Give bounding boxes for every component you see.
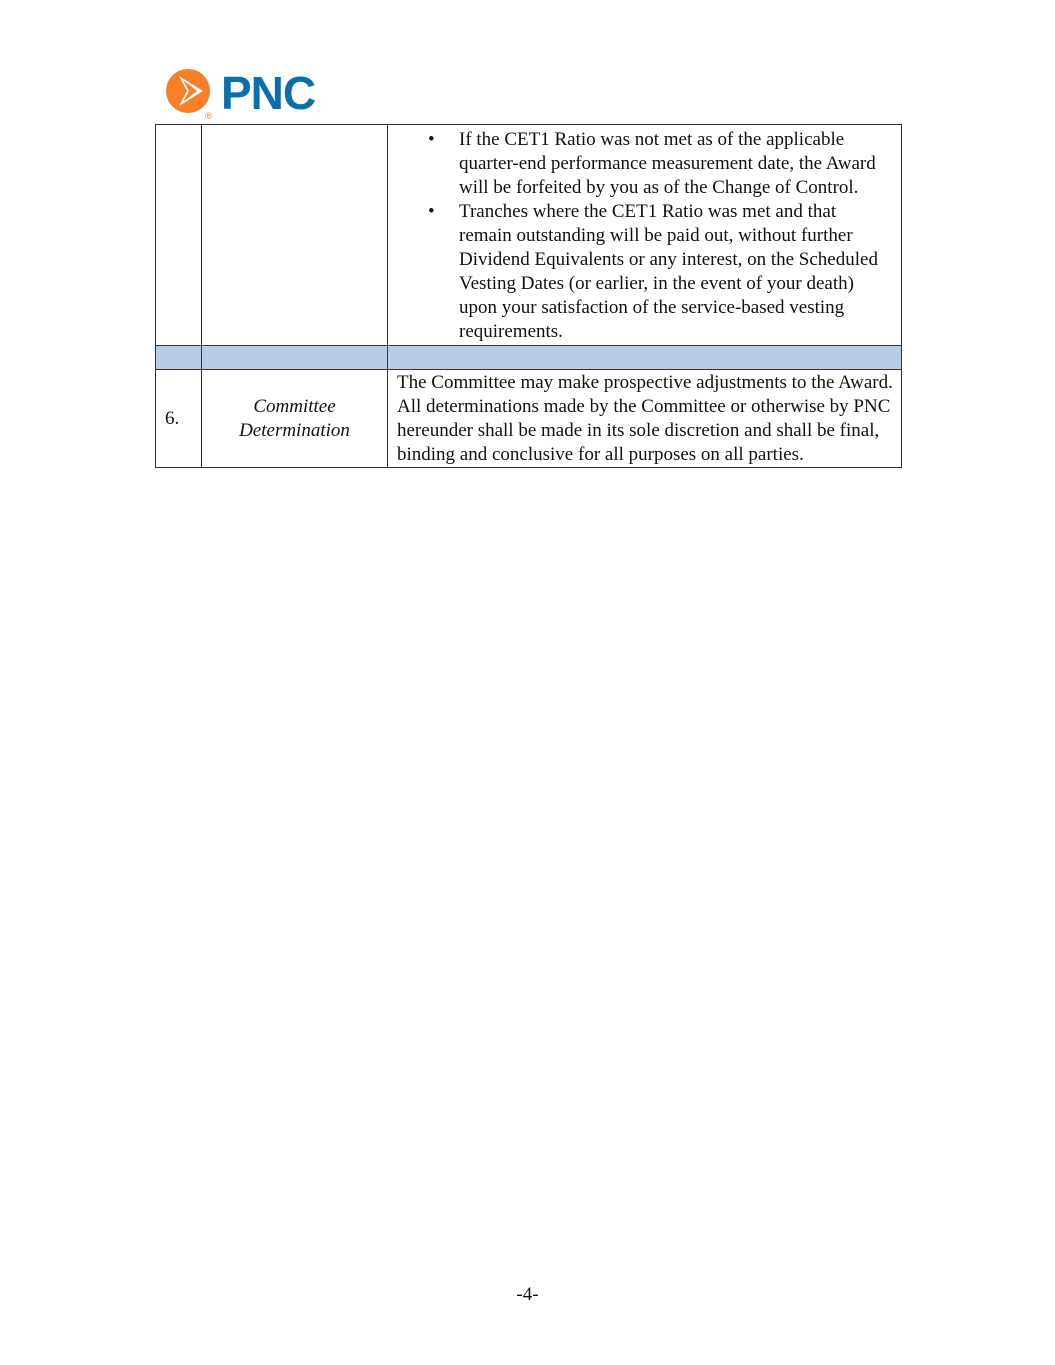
list-item <box>428 200 889 344</box>
spacer-cell <box>156 346 202 370</box>
pnc-logo-icon <box>165 66 219 120</box>
item-text: The Committee may make prospective adjustments to the Award. All determinations made by the Committee or otherwise by PNC hereunder shall be made in its sole discretion and shall be final, binding and conclusive for all purposes on all parties. <box>388 370 902 468</box>
award-terms-table <box>155 124 902 468</box>
bullet-text: Tranches where the CET1 Ratio was met and that remain outstanding will be paid out, without further Dividend Equivalents or any interest, on the Scheduled Vesting Dates (or earlier, in the event of your death) upon your satisfaction of the service-based vesting requirements. <box>459 201 878 342</box>
title-cell <box>202 125 388 346</box>
item-title <box>202 370 388 468</box>
page-number: -4- <box>516 1284 539 1305</box>
bullet-icon: • <box>428 201 435 222</box>
number-cell <box>156 125 202 346</box>
table-row <box>156 125 902 346</box>
bullet-text: If the CET1 Ratio was not met as of the applicable quarter-end performance measurement date, the Award will be forfeited by you as of the Change of Control. <box>459 129 876 198</box>
item-number: 6. <box>156 370 202 468</box>
pnc-logo-wordmark: PNC <box>221 67 316 119</box>
bullet-icon: • <box>428 129 435 150</box>
bullet-list <box>398 128 889 344</box>
table-row <box>156 370 902 468</box>
spacer-row <box>156 346 902 370</box>
item-title-text: Committee Determination <box>239 395 350 441</box>
registered-mark: ® <box>205 111 212 120</box>
list-item <box>428 128 889 200</box>
pnc-logo <box>165 66 315 120</box>
spacer-cell <box>388 346 902 370</box>
spacer-cell <box>202 346 388 370</box>
content-cell <box>388 125 902 346</box>
